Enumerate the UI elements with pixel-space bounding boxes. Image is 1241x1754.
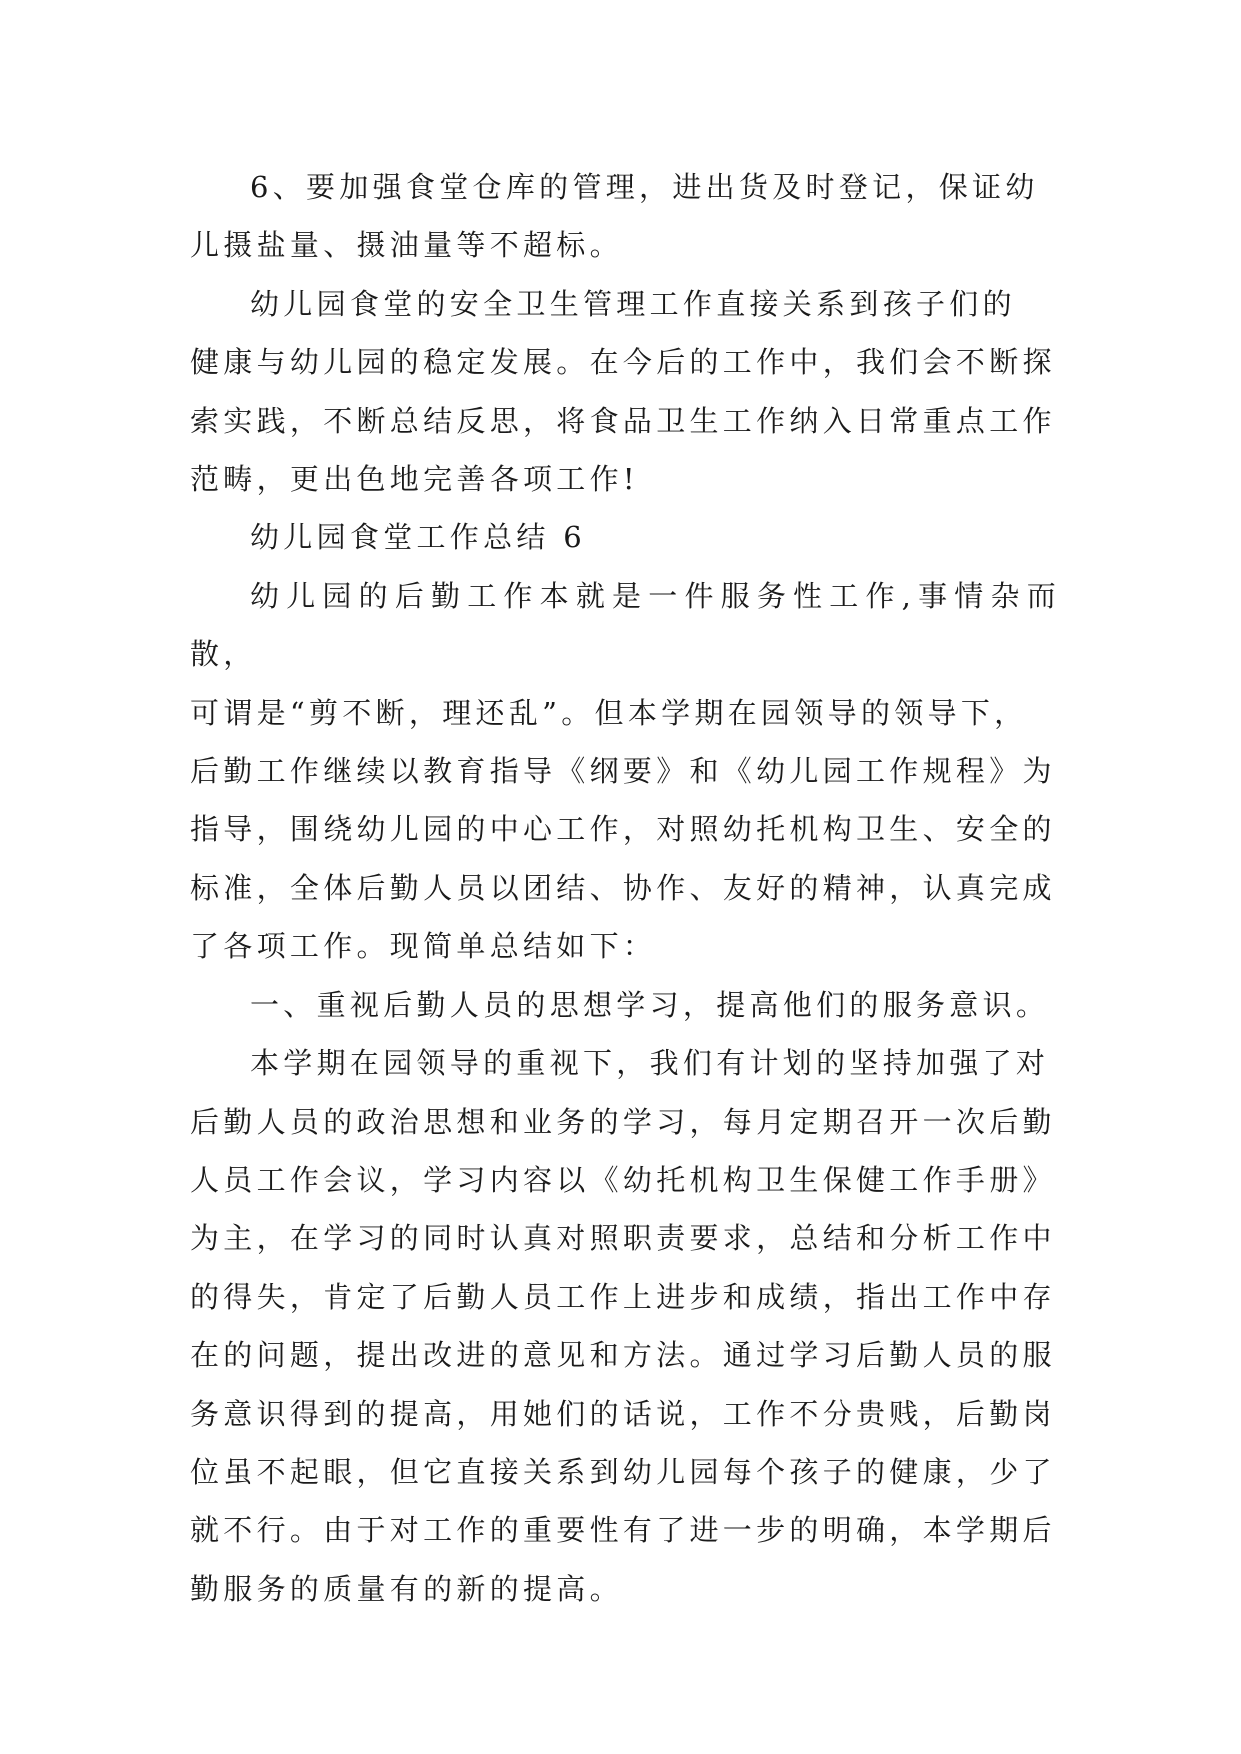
subheading-staff-study (190, 976, 1060, 1034)
paragraph-intro (190, 567, 1060, 976)
section-heading (190, 508, 1060, 566)
text-line: 索实践，不断总结反思，将食品卫生工作纳入日常重点工作 (190, 403, 1056, 438)
text-line: 健康与幼儿园的稳定发展。在今后的工作中，我们会不断探 (190, 345, 1056, 380)
text-line: 人员工作会议，学习内容以《幼托机构卫生保健工作手册》 (190, 1162, 1056, 1197)
paragraph-staff-study (190, 1034, 1060, 1618)
paragraph-safety-conclusion (190, 275, 1060, 509)
text-line: 后勤人员的政治思想和业务的学习，每月定期召开一次后勤 (190, 1104, 1056, 1139)
paragraph-canteen-storage (190, 158, 1060, 275)
text-line: 标准，全体后勤人员以团结、协作、友好的精神，认真完成 (190, 870, 1056, 905)
text-line: 范畴，更出色地完善各项工作! (190, 462, 639, 497)
text-line: 本学期在园领导的重视下，我们有计划的坚持加强了对 (250, 1046, 1050, 1081)
text-line: 的得失，肯定了后勤人员工作上进步和成绩，指出工作中存 (190, 1279, 1056, 1314)
text-line: 务意识得到的提高，用她们的话说，工作不分贵贱，后勤岗 (190, 1396, 1056, 1431)
subheading-text: 一、重视后勤人员的思想学习，提高他们的服务意识。 (250, 987, 1050, 1022)
text-line: 可谓是“剪不断，理还乱”。但本学期在园领导的领导下， (190, 695, 1028, 730)
section-title: 幼儿园食堂工作总结 6 (250, 520, 586, 555)
text-line: 儿摄盐量、摄油量等不超标。 (190, 228, 623, 263)
text-line: 在的问题，提出改进的意见和方法。通过学习后勤人员的服 (190, 1338, 1056, 1373)
text-line: 就不行。由于对工作的重要性有了进一步的明确，本学期后 (190, 1513, 1056, 1548)
text-line: 指导，围绕幼儿园的中心工作，对照幼托机构卫生、安全的 (190, 812, 1056, 847)
document-body (190, 158, 1060, 1618)
text-line: 幼儿园的后勤工作本就是一件服务性工作,事情杂而散， (190, 578, 1060, 672)
text-line: 勤服务的质量有的新的提高。 (190, 1571, 623, 1606)
text-line: 幼儿园食堂的安全卫生管理工作直接关系到孩子们的 (250, 286, 1016, 321)
text-line: 位虽不起眼，但它直接关系到幼儿园每个孩子的健康，少了 (190, 1454, 1056, 1489)
text-line: 了各项工作。现简单总结如下： (190, 929, 657, 964)
text-line: 后勤工作继续以教育指导《纲要》和《幼儿园工作规程》为 (190, 754, 1056, 789)
text-line: 6、要加强食堂仓库的管理，进出货及时登记，保证幼 (250, 170, 1039, 204)
text-line: 为主，在学习的同时认真对照职责要求，总结和分析工作中 (190, 1221, 1056, 1256)
